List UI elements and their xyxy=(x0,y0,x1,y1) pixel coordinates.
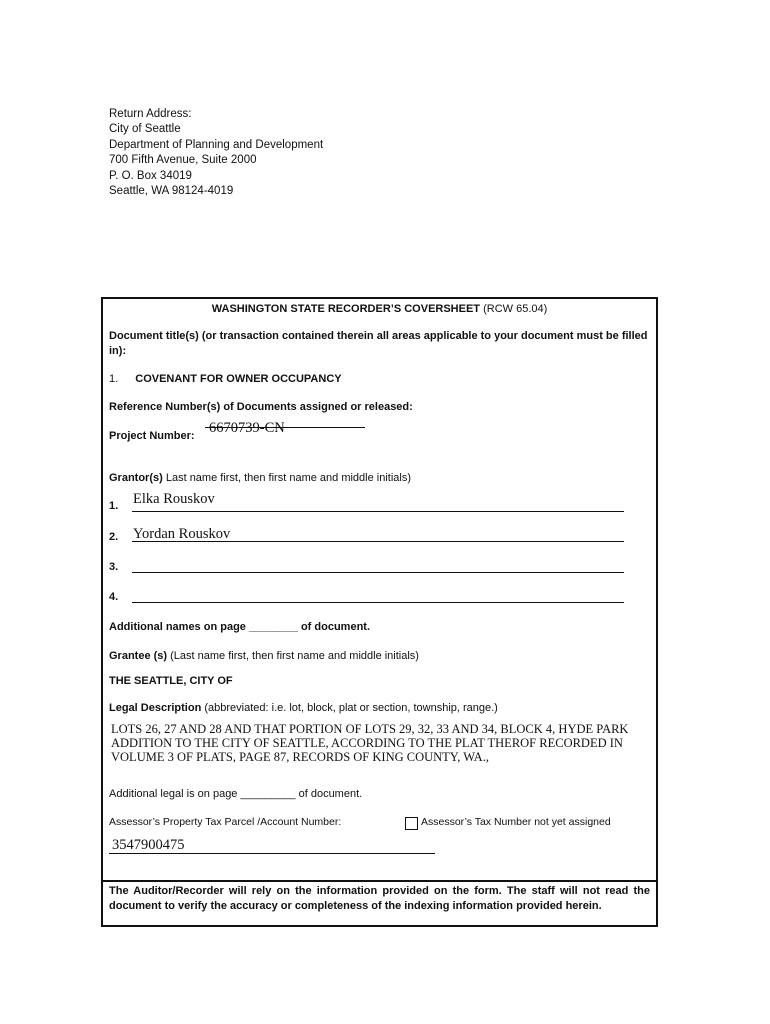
grantor-line xyxy=(132,511,624,512)
tax-not-assigned-checkbox[interactable] xyxy=(405,817,418,830)
document-title-label: Document title(s) (or transaction contained therein all areas applicable to your document must be filled in): xyxy=(109,330,648,357)
grantee-label-row xyxy=(109,650,650,662)
legal-description-label: Legal Description xyxy=(109,702,202,714)
grantor-label-row xyxy=(109,472,650,484)
return-address-line: Department of Planning and Development xyxy=(109,138,324,151)
return-address-line: P. O. Box 34019 xyxy=(109,169,192,182)
grantor-note: Last name first, then first name and middle initials) xyxy=(165,472,412,484)
additional-legal: Additional legal is on page _________ of document. xyxy=(109,788,363,800)
grantor-number: 4. xyxy=(109,591,119,603)
project-number-label: Project Number: xyxy=(109,430,195,442)
return-address-line: 700 Fifth Avenue, Suite 2000 xyxy=(109,154,257,167)
return-address xyxy=(109,107,323,199)
legal-description-text[interactable]: LOTS 26, 27 AND 28 AND THAT PORTION OF LOTS 29, 32, 33 AND 34, BLOCK 4, HYDE PARK ADDITION TO THE CITY OF SEATTLE, ACCORDING TO THE PLAT THEROF RECORDED IN VOLUME 3 OF PLATS, PAGE 87, RECORDS OF KING COUNTY, WA., xyxy=(111,722,629,765)
grantee-note: (Last name first, then first name and middle initials) xyxy=(170,650,419,662)
grantor-number: 1. xyxy=(109,500,119,512)
legal-description-note: (abbreviated: i.e. lot, block, plat or section, township, range.) xyxy=(204,702,498,714)
document-item-number: 1. xyxy=(109,373,119,385)
footer-notice: The Auditor/Recorder will rely on the information provided on the form. The staff will not read the document to verify the accuracy or completeness of the indexing information provided herein. xyxy=(103,880,656,925)
grantor-name[interactable]: Yordan Rouskov xyxy=(133,526,231,542)
reference-numbers-label: Reference Number(s) of Documents assigned or released: xyxy=(109,401,413,413)
additional-names: Additional names on page ________ of document. xyxy=(109,621,371,633)
grantee-label: Grantee (s) xyxy=(109,650,168,662)
grantor-label: Grantor(s) xyxy=(109,472,163,484)
grantor-number: 2. xyxy=(109,531,119,543)
coversheet-title-text: WASHINGTON STATE RECORDER’S COVERSHEET xyxy=(211,303,481,315)
grantee-name[interactable]: THE SEATTLE, CITY OF xyxy=(109,675,233,687)
tax-not-assigned-label: Assessor’s Tax Number not yet assigned xyxy=(421,816,611,828)
grantor-line xyxy=(132,541,624,542)
coversheet-title xyxy=(103,303,656,315)
grantor-number: 3. xyxy=(109,561,119,573)
recorders-coversheet xyxy=(101,297,658,927)
project-number-value[interactable]: 6670739-CN xyxy=(209,420,285,436)
grantor-name[interactable]: Elka Rouskov xyxy=(133,491,215,507)
grantor-line xyxy=(132,572,624,573)
parcel-number-line xyxy=(109,853,435,854)
return-address-line: Return Address: xyxy=(109,108,192,120)
legal-description-label-row xyxy=(109,702,650,714)
document-item xyxy=(109,373,650,385)
grantor-line xyxy=(132,602,624,603)
parcel-label: Assessor’s Property Tax Parcel /Account Number: xyxy=(109,816,342,828)
document-item-title: COVENANT FOR OWNER OCCUPANCY xyxy=(135,373,342,385)
return-address-line: City of Seattle xyxy=(109,123,181,136)
return-address-line: Seattle, WA 98124-4019 xyxy=(109,185,234,198)
coversheet-title-ref: (RCW 65.04) xyxy=(483,303,548,315)
parcel-number-value[interactable]: 3547900475 xyxy=(112,837,185,853)
